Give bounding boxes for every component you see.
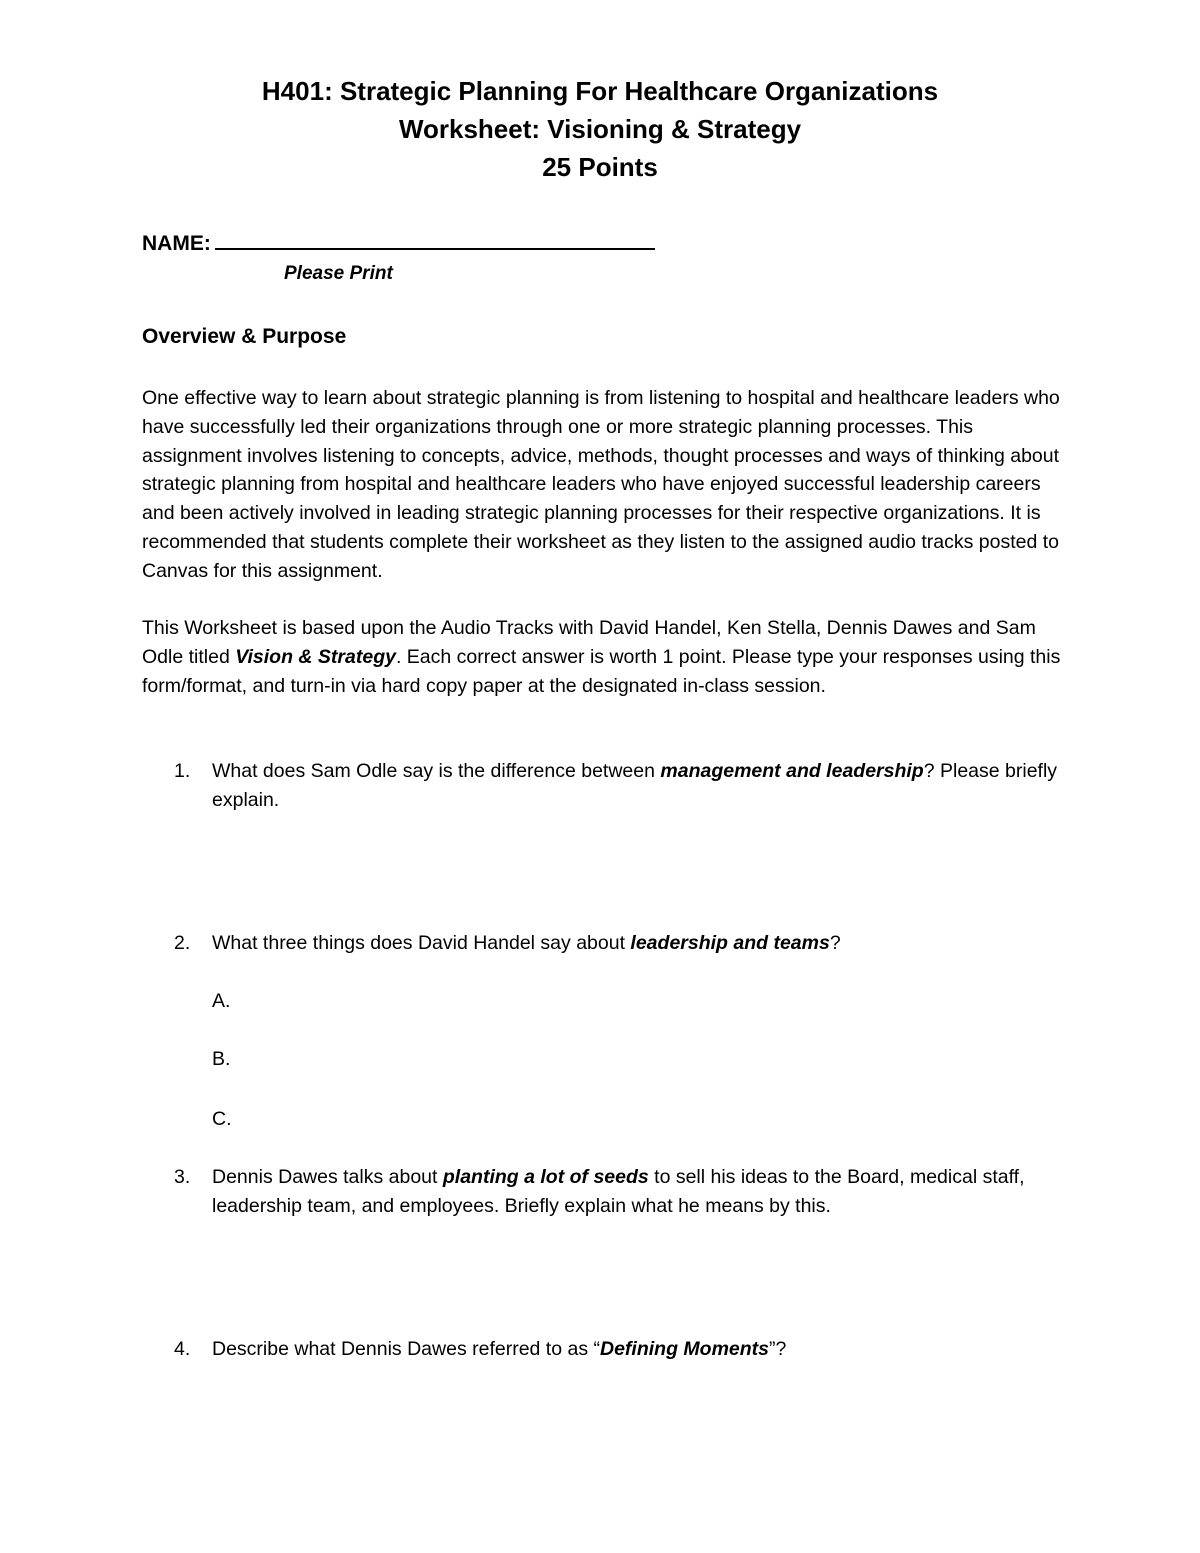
overview-paragraph: One effective way to learn about strategic planning is from listening to hospital and healthcare leaders who have successfully led their organizations through one or more strategic planning processes. This assignment involves listening to concepts, advice, methods, thought processes and ways of thinking about strategic planning from hospital and healthcare leaders who have enjoyed successful leadership careers and been actively involved in leading strategic planning processes for their respective organizations. It is recommended that students complete their worksheet as they listen to the assigned audio tracks posted to Canvas for this assignment. — [142, 387, 1060, 582]
instructions-text-end: . Each correct answer is worth 1 point. Please type your responses using this form/format, and turn-in via hard copy paper at the designated in-class session. — [142, 645, 1061, 697]
answer-item-a: A. — [212, 990, 231, 1012]
question-text-end: to sell his ideas to the Board, medical staff, leadership team, and employees. Briefly explain what he means by this. — [212, 1166, 1025, 1217]
name-blank-line[interactable] — [215, 226, 655, 250]
question-text — [212, 1163, 1064, 1221]
question-number: 4. — [174, 1338, 191, 1360]
name-field — [142, 226, 655, 259]
question-3 — [174, 1163, 1064, 1221]
name-hint: Please Print — [284, 263, 393, 284]
question-1 — [174, 757, 1064, 815]
question-emphasis: planting a lot of seeds — [442, 1166, 649, 1188]
question-text-start: Dennis Dawes talks about — [212, 1166, 443, 1188]
question-number: 3. — [174, 1166, 191, 1188]
question-text — [212, 929, 1064, 958]
question-text-start: What does Sam Odle say is the difference between — [212, 760, 661, 782]
question-text — [212, 757, 1064, 815]
question-text-start: Describe what Dennis Dawes referred to as “ — [212, 1338, 600, 1360]
question-text-end: ”? — [769, 1338, 787, 1360]
course-title: H401: Strategic Planning For Healthcare Organizations — [261, 76, 939, 106]
section-heading-overview: Overview & Purpose — [142, 325, 347, 348]
question-2 — [174, 929, 1064, 958]
name-label: NAME: — [142, 232, 211, 255]
question-text-start: What three things does David Handel say about — [212, 932, 631, 954]
question-4 — [174, 1335, 1064, 1364]
worksheet-title: Worksheet: Visioning & Strategy — [398, 114, 802, 144]
question-emphasis: Defining Moments — [600, 1338, 769, 1360]
question-number: 2. — [174, 932, 191, 954]
question-number: 1. — [174, 760, 191, 782]
instructions-paragraph — [142, 614, 1062, 700]
question-emphasis: management and leadership — [660, 760, 924, 782]
document-title — [0, 72, 1200, 186]
instructions-emphasis: Vision & Strategy — [235, 645, 396, 668]
answer-item-c: C. — [212, 1108, 232, 1130]
question-text-end: ? Please briefly explain. — [212, 760, 1058, 811]
points-total: 25 Points — [542, 152, 658, 182]
question-text-end: ? — [829, 932, 841, 954]
question-emphasis: leadership and teams — [630, 932, 830, 954]
instructions-text-start: This Worksheet is based upon the Audio Tracks with David Handel, Ken Stella, Dennis Dawes and Sam Odle titled — [142, 617, 1036, 668]
question-text — [212, 1335, 1064, 1364]
answer-item-b: B. — [212, 1048, 231, 1070]
